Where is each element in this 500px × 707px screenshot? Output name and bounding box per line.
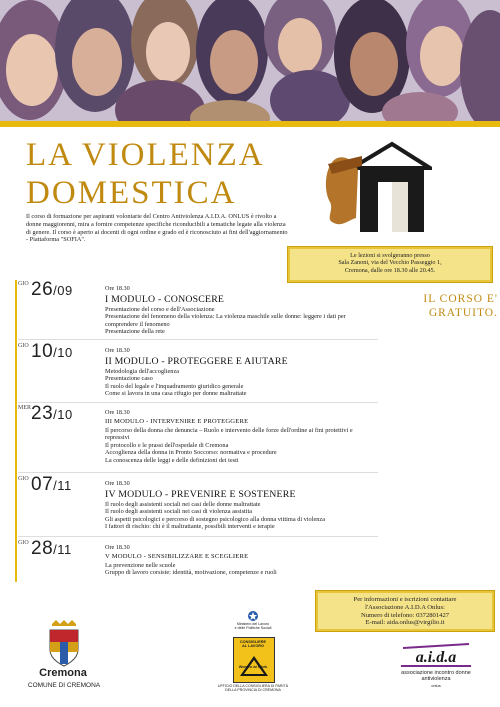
entry-body: [105, 409, 375, 465]
entry-module: V MODULO - SENSIBILIZZARE E SCEGLIERE: [105, 552, 249, 560]
entry-date: 23/10: [31, 403, 73, 424]
entry-date: 07/11: [31, 474, 72, 495]
office-label: UFFICIO DELLA CONSIGLIERA DI PARITÀ DELLA PROVINCIA DI CREMONA: [217, 684, 289, 693]
entry-topic: La conoscenza delle leggi e delle definizioni dei testi: [105, 456, 239, 464]
entry-topic: La prevenzione nelle scuole: [105, 561, 176, 569]
consigliera-label: CONSIGLIERE AL LAVORO Women at Work: [238, 640, 268, 669]
entry-topic: Presentazione caso: [105, 375, 153, 383]
entry-topic: Presentazione del corso e dell'Associazione: [105, 305, 215, 313]
house-silhouette-icon: [322, 140, 432, 236]
schedule-entry: [18, 474, 378, 540]
entry-topic: Presentazione del fenomeno della violenza: La violenza maschile sulle donne: leggere i dati per comprendere il fenomeno: [105, 313, 346, 328]
schedule-entry: [18, 279, 378, 345]
entry-topic: Il ruolo del legale e l'inquadramento giuridico generale: [105, 382, 244, 390]
city-name: Cremona: [39, 667, 87, 679]
entry-topic: I fattori di rischio: chi è il maltrattante, possibili interventi e terapie: [105, 523, 275, 531]
venue-line: Le lezioni si svolgeranno presso: [350, 252, 430, 259]
entry-time: Ore 18.30: [105, 347, 130, 354]
entry-module: IV MODULO - PREVENIRE E SOSTENERE: [105, 488, 296, 500]
entry-separator: [18, 339, 378, 340]
entry-date: 26/09: [31, 279, 73, 300]
entry-topic: Il ruolo degli assistenti sociali nei casi di violenza assistita: [105, 508, 253, 516]
entry-day: GIO: [18, 281, 29, 287]
venue-line: Sala Zanoni, via del Vecchio Passeggio 1,: [338, 259, 442, 267]
contact-line: l'Associazione A.I.D.A Onlus:: [365, 603, 445, 611]
aida-logo: [395, 642, 477, 670]
entry-module: III MODULO - INTERVENIRE E PROTEGGERE: [105, 417, 249, 425]
entry-topic: Gli aspetti psicologici e percorso di sostegno psicologico alla donna vittima di violenza: [105, 515, 325, 523]
contact-email[interactable]: E-mail: aida.onlus@virgilio.it: [365, 619, 445, 627]
entry-separator: [18, 472, 378, 473]
entry-topic: Accoglienza della donna in Pronto Soccorso: normativa e procedure: [105, 449, 277, 457]
venue-line: Cremona, dalle ore 18.30 alle 20.45.: [344, 266, 436, 274]
aida-mark-text: a.i.d.a: [415, 649, 457, 666]
entry-topic: Gruppo di lavoro corsiste: identità, motivazione, competenze e ruoli: [105, 569, 277, 577]
cremona-crest-logo: [46, 620, 82, 668]
entry-date: 10/10: [31, 341, 73, 362]
entry-topic: Metodologia dell'accoglienza: [105, 367, 180, 375]
venue-info-box: [287, 246, 493, 283]
entry-time: Ore 18.30: [105, 409, 130, 416]
entry-topic: Il ruolo degli assistenti sociali nei casi delle donne maltrattate: [105, 500, 261, 508]
entry-time: Ore 18.30: [105, 480, 130, 487]
free-line-1: IL CORSO E': [423, 293, 498, 305]
title-line-1: LA VIOLENZA: [26, 137, 265, 173]
contact-phone: Numero di telefono: 0372801427: [360, 611, 450, 619]
entry-topic: Presentazione della rete: [105, 328, 165, 336]
gold-divider: [0, 121, 500, 127]
entry-date: 28/11: [31, 538, 72, 559]
entry-module: II MODULO - PROTEGGERE E AIUTARE: [105, 355, 288, 367]
free-course-note: [378, 292, 498, 320]
entry-topic: Il protocollo e le prassi dell'ospedale di Cremona: [105, 441, 229, 449]
entry-day: GIO: [18, 476, 29, 482]
entry-day: MER: [18, 405, 32, 411]
schedule-entry: [18, 538, 378, 584]
entry-time: Ore 18.30: [105, 285, 130, 292]
entry-body: [105, 480, 375, 531]
entry-topic: Il percorso della donna che denuncia – Ruolo e intervento delle forze dell'ordine ai fini protettivi e repressivi: [105, 426, 353, 442]
timeline-line: [15, 280, 17, 582]
contact-line: Per informazioni e iscrizioni contattare: [353, 596, 457, 603]
entry-day: GIO: [18, 343, 29, 349]
schedule-entry: [18, 341, 378, 407]
entry-body: [105, 347, 375, 398]
intro-paragraph: Il corso di formazione per aspiranti volontarie del Centro Antiviolenza A.I.D.A. ONLUS è rivolto a donne maggiorenni, mira a fornire competenze specifiche riconducibili a tematiche legate alla violenza di genere. Il corso è aperto ai docenti di ogni ordine e grado ed è riconosciuto ai fini dell'aggiornamento - Piattaforma "SOFIA".: [26, 213, 288, 244]
entry-body: [105, 544, 375, 577]
contact-info-box: [315, 590, 495, 632]
free-line-2: GRATUITO.: [428, 307, 498, 319]
entry-body: [105, 285, 375, 336]
faces-illustration: [0, 0, 500, 122]
entry-module: I MODULO - CONOSCERE: [105, 293, 225, 305]
title-line-2: DOMESTICA: [26, 175, 237, 211]
aida-label: associazione incontro donne antiviolenza onlus: [401, 670, 471, 688]
entry-day: GIO: [18, 540, 29, 546]
entry-separator: [18, 536, 378, 537]
comune-label: COMUNE DI CREMONA: [27, 682, 101, 689]
page-title: [26, 136, 265, 212]
ministry-label: Ministero del Lavoro e delle Politiche Sociali: [234, 622, 272, 631]
schedule-entry: [18, 403, 378, 475]
entry-topic: Come si lavora in una casa rifugio per donne maltrattate: [105, 390, 247, 398]
entry-time: Ore 18.30: [105, 544, 130, 551]
